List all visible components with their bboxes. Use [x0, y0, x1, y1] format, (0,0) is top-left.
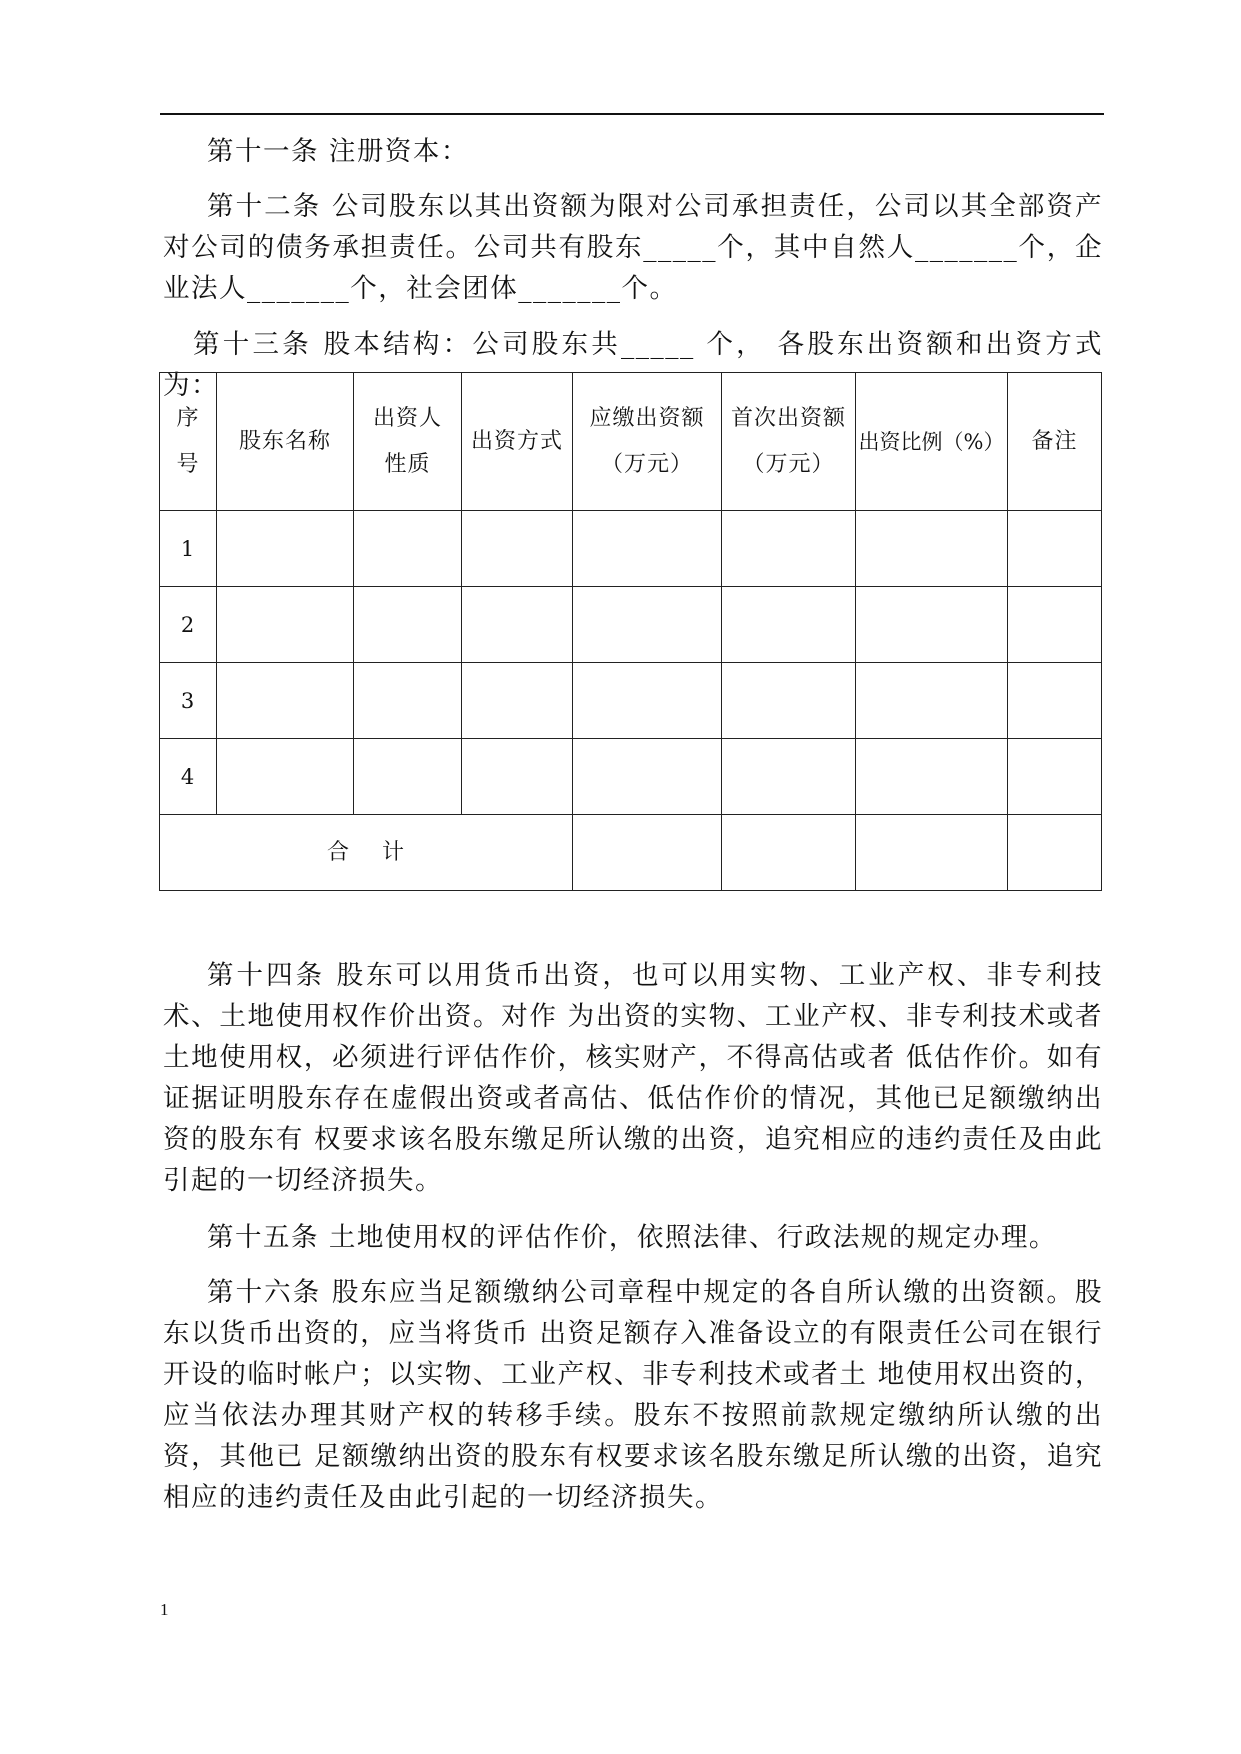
- table-cell: [1008, 739, 1102, 815]
- row-number: 4: [160, 739, 217, 815]
- table-cell: [462, 663, 573, 739]
- table-cell: [856, 511, 1008, 587]
- table-cell: [573, 739, 722, 815]
- shareholder-equity-table: [159, 372, 1102, 891]
- header-seq: 序 号: [160, 373, 217, 511]
- table-cell: [722, 815, 856, 891]
- total-label: 合 计: [160, 815, 573, 891]
- table-cell: [856, 739, 1008, 815]
- table-cell: [354, 663, 462, 739]
- table-cell: [856, 587, 1008, 663]
- article-16: 第十六条 股东应当足额缴纳公司章程中规定的各自所认缴的出资额。股东以货币出资的，应当将货币 出资足额存入准备设立的有限责任公司在银行开设的临时帐户；以实物、工业产权、非专利技术或者土 地使用权出资的，应当依法办理其财产权的转移手续。股东不按照前款规定缴纳所认缴的出资，其他已 足额缴纳出资的股东有权要求该名股东缴足所认缴的出资，追究相应的违约责任及由此引起的一切经济损失。: [163, 1277, 1103, 1513]
- table-cell: [573, 663, 722, 739]
- header-subscribed: 应缴出资额 （万元）: [573, 373, 722, 511]
- table-cell: [1008, 511, 1102, 587]
- table-total-row: [160, 815, 1102, 891]
- table-cell: [573, 587, 722, 663]
- table-cell: [462, 739, 573, 815]
- row-number: 2: [160, 587, 217, 663]
- header-name: 股东名称: [217, 373, 354, 511]
- table-cell: [1008, 587, 1102, 663]
- article-13: 第十三条 股本结构：公司股东共_____ 个， 各股东出资额和出资方式为：: [163, 329, 1103, 401]
- table-cell: [1008, 663, 1102, 739]
- table-cell: [462, 511, 573, 587]
- table-cell: [354, 511, 462, 587]
- header-method: 出资方式: [462, 373, 573, 511]
- table-cell: [722, 511, 856, 587]
- table-cell: [217, 663, 354, 739]
- table-row: [160, 663, 1102, 739]
- row-number: 1: [160, 511, 217, 587]
- table-cell: [573, 511, 722, 587]
- table-cell: [722, 663, 856, 739]
- table-cell: [1008, 815, 1102, 891]
- header-ratio: 出资比例（%）: [856, 373, 1008, 511]
- table-cell: [217, 511, 354, 587]
- table-cell: [573, 815, 722, 891]
- table-header-row: [160, 373, 1102, 511]
- article-14: 第十四条 股东可以用货币出资，也可以用实物、工业产权、非专利技术、土地使用权作价出资。对作 为出资的实物、工业产权、非专利技术或者土地使用权，必须进行评估作价，核实财产，不得高估或者 低估作价。如有证据证明股东存在虚假出资或者高估、低估作价的情况，其他已足额缴纳出资的股东有 权要求该名股东缴足所认缴的出资，追究相应的违约责任及由此引起的一切经济损失。: [163, 960, 1103, 1196]
- table-cell: [856, 815, 1008, 891]
- article-12: 第十二条 公司股东以其出资额为限对公司承担责任，公司以其全部资产对公司的债务承担责任。公司共有股东_____个，其中自然人_______个，企业法人_______个，社会团体_______个。: [163, 191, 1103, 304]
- header-rule: [160, 113, 1104, 115]
- header-note: 备注: [1008, 373, 1102, 511]
- table-cell: [217, 587, 354, 663]
- table-cell: [217, 739, 354, 815]
- header-first: 首次出资额 （万元）: [722, 373, 856, 511]
- table-cell: [722, 587, 856, 663]
- table-cell: [462, 587, 573, 663]
- table-cell: [856, 663, 1008, 739]
- article-15: 第十五条 土地使用权的评估作价，依照法律、行政法规的规定办理。: [207, 1222, 1057, 1253]
- article-11: 第十一条 注册资本：: [207, 136, 469, 167]
- table-row: [160, 739, 1102, 815]
- row-number: 3: [160, 663, 217, 739]
- header-nature: 出资人 性质: [354, 373, 462, 511]
- table-row: [160, 511, 1102, 587]
- table-row: [160, 587, 1102, 663]
- page-number: 1: [160, 1600, 169, 1619]
- table-cell: [354, 587, 462, 663]
- table-cell: [354, 739, 462, 815]
- table-cell: [722, 739, 856, 815]
